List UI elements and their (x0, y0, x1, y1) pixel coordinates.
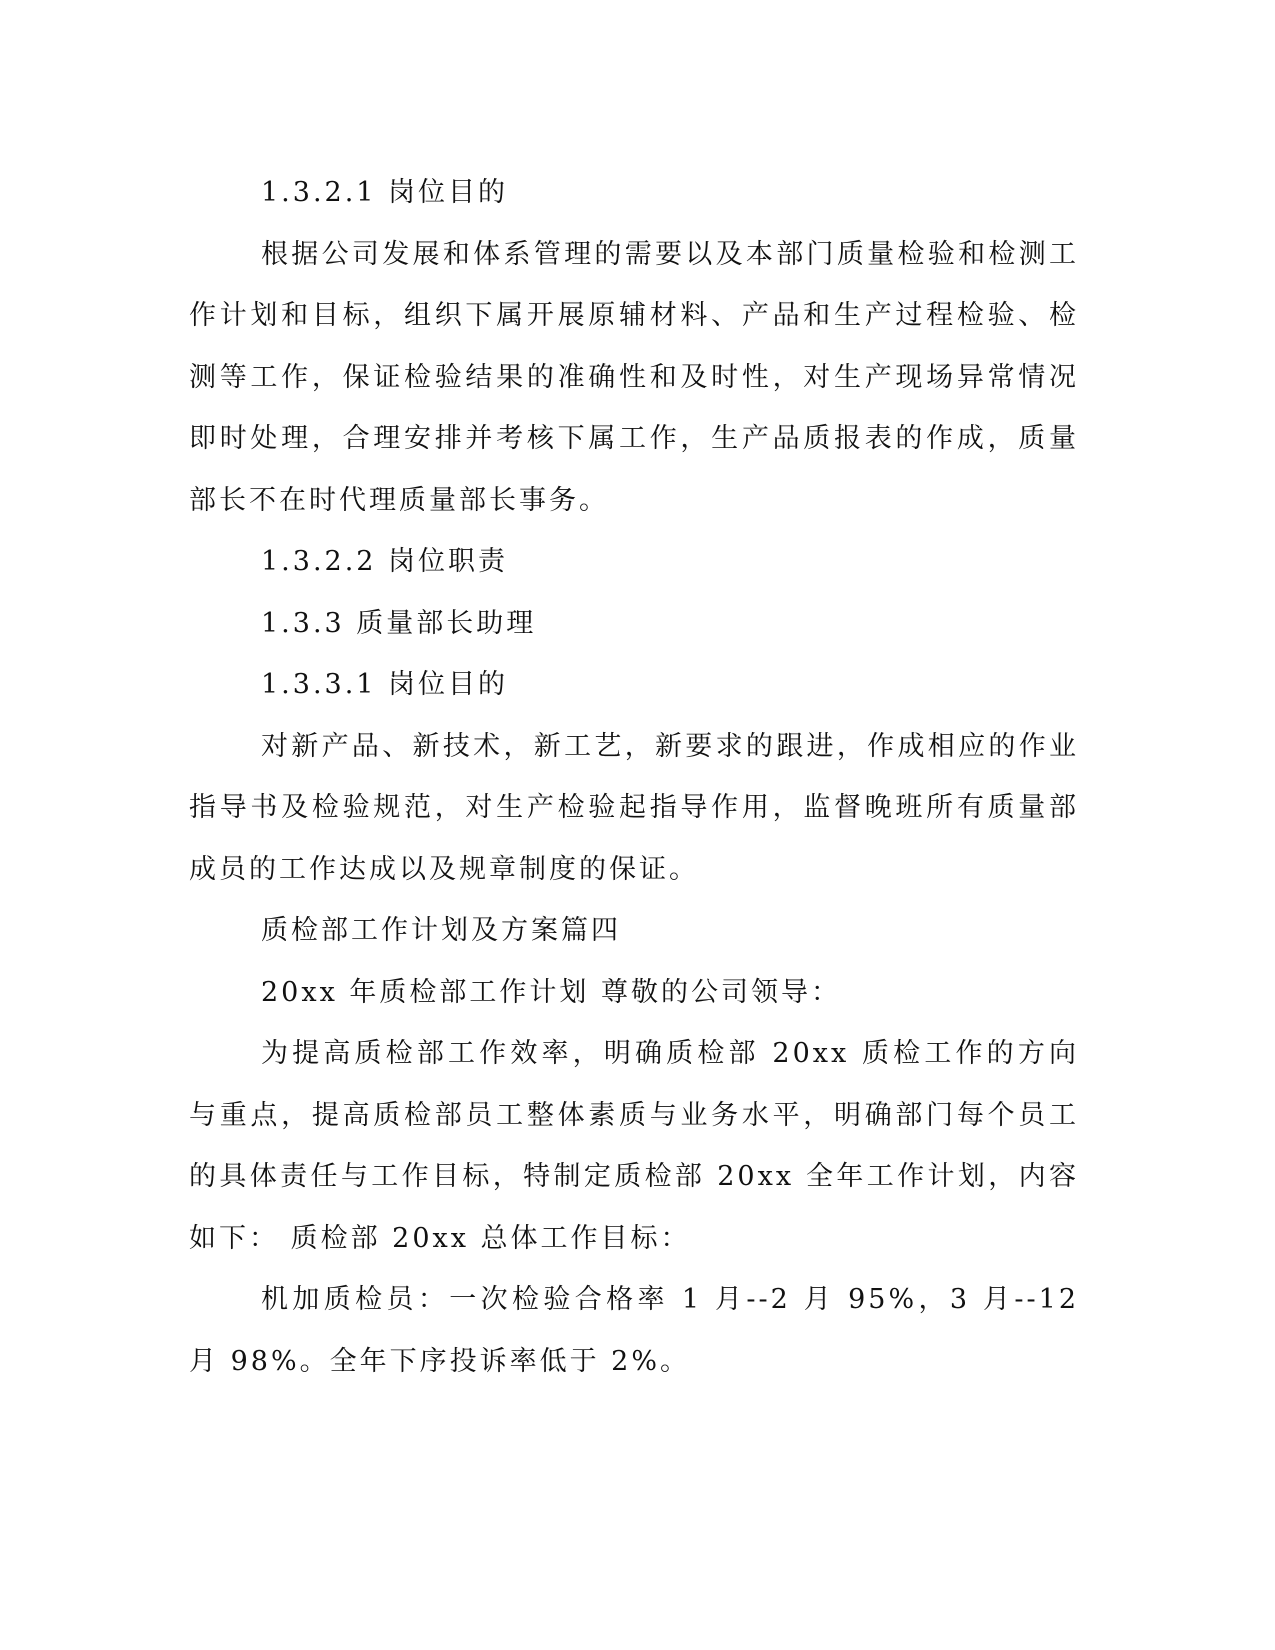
heading-1-3-3-1: 1.3.3.1 岗位目的 (261, 669, 509, 700)
section-title-part-four: 质检部工作计划及方案篇四 (261, 915, 621, 946)
paragraph-plan-intro: 为提高质检部工作效率，明确质检部 20xx 质检工作的方向与重点，提高质检部员工整体素质与业务水平，明确部门每个员工的具体责任与工作目标，特制定质检部 20xx 全年工作计划，内容如下： 质检部 20xx 总体工作目标： (189, 1038, 1079, 1254)
paragraph-assistant-purpose: 对新产品、新技术，新工艺，新要求的跟进，作成相应的作业指导书及检验规范，对生产检验起指导作用，监督晚班所有质量部成员的工作达成以及规章制度的保证。 (189, 730, 1079, 885)
heading-1-3-2-1: 1.3.2.1 岗位目的 (261, 177, 509, 208)
heading-1-3-3: 1.3.3 质量部长助理 (261, 607, 537, 639)
paragraph-position-purpose: 根据公司发展和体系管理的需要以及本部门质量检验和检测工作计划和目标，组织下属开展原辅材料、产品和生产过程检验、检测等工作，保证检验结果的准确性和及时性，对生产现场异常情况即时处理，合理安排并考核下属工作，生产品质报表的作成，质量部长不在时代理质量部长事务。 (189, 238, 1079, 516)
letter-salutation: 20xx 年质检部工作计划 尊敬的公司领导： (261, 976, 841, 1008)
paragraph-inspector-targets: 机加质检员：一次检验合格率 1 月--2 月 95%，3 月--12 月 98%。全年下序投诉率低于 2%。 (189, 1284, 1079, 1377)
heading-1-3-2-2: 1.3.2.2 岗位职责 (261, 546, 509, 577)
document-body (189, 162, 1079, 1392)
